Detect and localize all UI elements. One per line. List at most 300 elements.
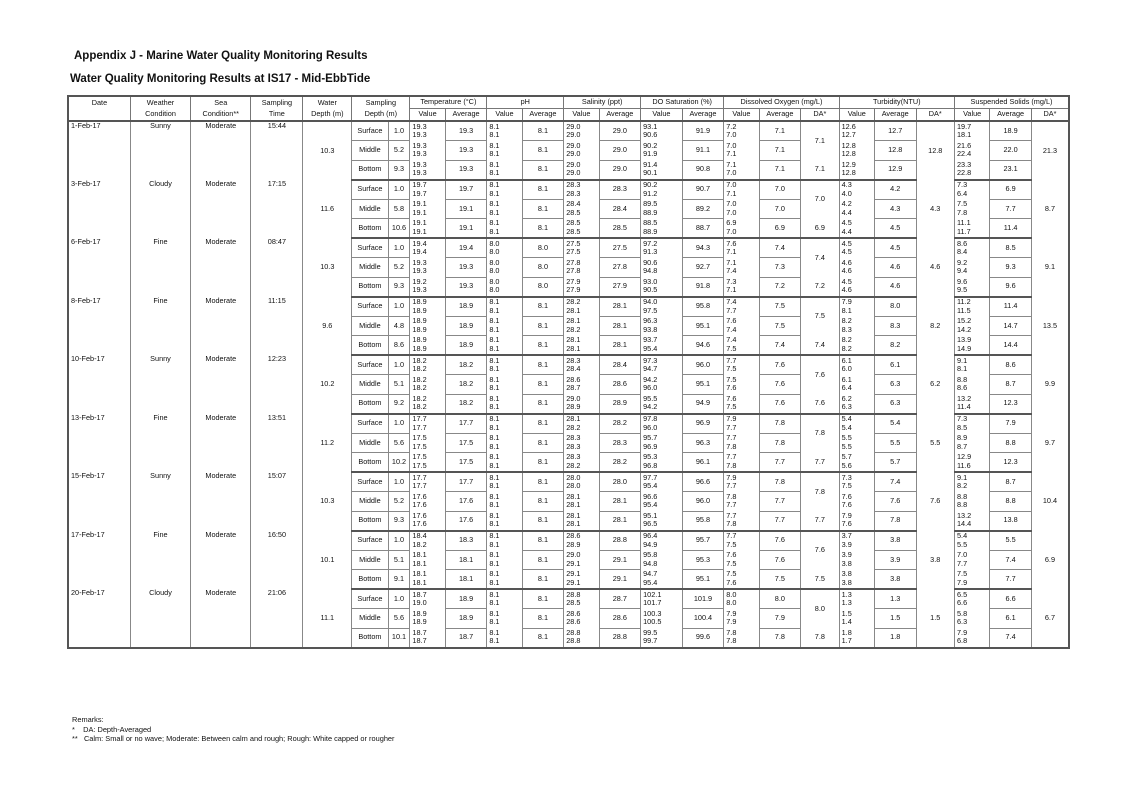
cell-temp-values-a: 19.3 xyxy=(412,160,427,169)
cell-ss-average: 8.5 xyxy=(990,238,1032,258)
cell-do-average: 7.0 xyxy=(759,180,801,200)
cell-sampling-depth: 9.2 xyxy=(388,394,410,414)
cell-ss-values-a: 12.9 xyxy=(956,452,972,462)
cell-dosat-values-a: 97.7 xyxy=(643,472,658,482)
cell-sampling-depth: 1.0 xyxy=(388,180,410,200)
col-turb-value: Value xyxy=(839,109,874,122)
cell-turbidity-da: 7.6 xyxy=(916,472,954,531)
cell-ss-average: 8.8 xyxy=(990,492,1032,512)
cell-dosat-average: 94.9 xyxy=(682,394,724,414)
cell-ss-values-a: 21.6 xyxy=(956,140,972,150)
cell-dosat-values-b: 90.5 xyxy=(643,285,658,295)
cell-turbidity-values xyxy=(839,258,874,278)
cell-temp-values xyxy=(410,511,445,531)
cell-salinity-average: 28.1 xyxy=(599,492,641,512)
cell-ss-values-a: 23.3 xyxy=(956,160,972,169)
cell-do-values-b: 7.8 xyxy=(726,636,737,646)
cell-ph-average: 8.0 xyxy=(522,238,564,258)
cell-sampling-depth: 1.0 xyxy=(388,472,410,492)
cell-ph-values-a: 8.1 xyxy=(489,199,500,209)
cell-ss-average: 13.8 xyxy=(990,511,1032,531)
cell-ss-da: 9.9 xyxy=(1031,355,1069,414)
cell-dosat-values xyxy=(641,160,683,180)
cell-turbidity-values xyxy=(839,472,874,492)
cell-do-average: 7.8 xyxy=(759,628,801,648)
cell-ph-values xyxy=(487,219,522,239)
cell-ph-values xyxy=(487,141,522,161)
cell-salinity-average: 28.2 xyxy=(599,453,641,473)
cell-ss-values-b: 7.9 xyxy=(956,577,968,587)
cell-ph-values xyxy=(487,297,522,317)
cell-ss-values-a: 7.0 xyxy=(956,550,968,560)
cell-ph-average: 8.1 xyxy=(522,355,564,375)
cell-ph-values-b: 8.1 xyxy=(489,149,500,159)
cell-salinity-values-b: 28.3 xyxy=(566,188,581,198)
cell-salinity-values xyxy=(564,199,599,219)
cell-dosat-values xyxy=(641,277,683,297)
cell-dosat-values-a: 96.6 xyxy=(643,491,658,501)
cell-position: Bottom xyxy=(352,511,388,531)
cell-salinity-values-a: 28.6 xyxy=(566,374,581,384)
cell-turbidity-values-b: 6.0 xyxy=(841,364,852,374)
cell-sampling-depth: 5.1 xyxy=(388,550,410,570)
cell-temp-average: 18.2 xyxy=(445,394,487,414)
cell-temp-values xyxy=(410,394,445,414)
table-row xyxy=(68,180,1069,200)
remark-da xyxy=(72,725,395,735)
col-temp-value: Value xyxy=(410,109,445,122)
cell-temp-values-a: 18.9 xyxy=(412,335,427,345)
col-dosat-value: Value xyxy=(641,109,683,122)
cell-ss-values xyxy=(954,511,989,531)
cell-sampling-depth: 5.1 xyxy=(388,375,410,395)
cell-dosat-values-a: 90.2 xyxy=(643,180,658,190)
cell-ss-average: 7.9 xyxy=(990,414,1032,434)
cell-temp-values xyxy=(410,258,445,278)
cell-temp-values-a: 19.1 xyxy=(412,218,427,228)
cell-dosat-values-b: 88.9 xyxy=(643,226,658,236)
cell-turbidity-average: 1.3 xyxy=(874,589,916,609)
cell-turbidity-values-a: 4.5 xyxy=(841,277,852,286)
cell-salinity-values-a: 29.0 xyxy=(566,140,581,150)
cell-turbidity-values-b: 8.3 xyxy=(841,324,852,334)
cell-do-average: 7.8 xyxy=(759,414,801,434)
cell-ss-values-b: 8.7 xyxy=(956,441,968,451)
cell-position: Bottom xyxy=(352,628,388,648)
cell-salinity-values-a: 28.3 xyxy=(566,355,581,365)
cell-do-average: 7.7 xyxy=(759,453,801,473)
cell-turbidity-values-b: 7.6 xyxy=(841,519,852,529)
cell-ss-values-b: 22.8 xyxy=(956,168,972,178)
cell-turbidity-values-b: 12.8 xyxy=(841,168,856,178)
cell-ph-values-a: 8.1 xyxy=(489,374,500,384)
cell-salinity-average: 27.5 xyxy=(599,238,641,258)
table-row xyxy=(68,531,1069,551)
cell-sampling-time: 13:51 xyxy=(251,414,303,473)
cell-turbidity-values xyxy=(839,375,874,395)
cell-salinity-values xyxy=(564,297,599,317)
table-row xyxy=(68,238,1069,258)
cell-position: Bottom xyxy=(352,219,388,239)
cell-turbidity-values-a: 8.2 xyxy=(841,335,852,345)
cell-turbidity-average: 5.5 xyxy=(874,433,916,453)
cell-sampling-depth: 5.6 xyxy=(388,433,410,453)
cell-turbidity-average: 12.9 xyxy=(874,160,916,180)
cell-temp-values-a: 19.7 xyxy=(412,180,427,190)
cell-dosat-average: 90.8 xyxy=(682,160,724,180)
cell-turbidity-average: 12.7 xyxy=(874,121,916,141)
cell-do-values-b: 8.0 xyxy=(726,598,737,608)
cell-do-values-a: 7.6 xyxy=(726,550,737,560)
cell-temp-values xyxy=(410,375,445,395)
cell-salinity-values-a: 28.3 xyxy=(566,433,581,443)
cell-do-values-b: 7.5 xyxy=(726,364,737,374)
cell-ph-values-b: 8.1 xyxy=(489,500,500,510)
cell-dosat-values-b: 97.5 xyxy=(643,305,658,315)
cell-do-average: 7.6 xyxy=(759,355,801,375)
cell-do-values-a: 7.6 xyxy=(726,394,737,403)
cell-do-values-b: 7.4 xyxy=(726,266,737,276)
cell-salinity-values-b: 28.1 xyxy=(566,343,581,353)
cell-temp-values-a: 17.5 xyxy=(412,452,427,462)
cell-salinity-average: 28.7 xyxy=(599,589,641,609)
cell-position: Bottom xyxy=(352,160,388,180)
cell-temp-values-b: 18.1 xyxy=(412,577,427,587)
cell-turbidity-average: 8.0 xyxy=(874,297,916,317)
cell-ss-values-b: 11.6 xyxy=(956,460,971,470)
cell-sampling-depth: 4.8 xyxy=(388,316,410,336)
cell-do-da: 7.7 xyxy=(801,453,839,473)
cell-sea-condition: Moderate xyxy=(191,531,251,590)
cell-ph-values-b: 8.1 xyxy=(489,130,500,140)
cell-do-average: 7.2 xyxy=(759,277,801,297)
cell-salinity-values-b: 29.1 xyxy=(566,558,581,568)
cell-dosat-values-a: 88.5 xyxy=(643,218,658,228)
cell-sampling-depth: 9.1 xyxy=(388,570,410,590)
cell-ph-average: 8.1 xyxy=(522,589,564,609)
cell-dosat-values-a: 102.1 xyxy=(643,589,662,599)
cell-salinity-average: 29.1 xyxy=(599,570,641,590)
cell-water-depth: 9.6 xyxy=(303,297,352,356)
cell-sampling-depth: 1.0 xyxy=(388,355,410,375)
cell-ss-values xyxy=(954,355,989,375)
cell-turbidity-values-b: 8.1 xyxy=(841,305,852,315)
cell-ss-values-b: 7.8 xyxy=(956,207,968,217)
remarks-title: Remarks: xyxy=(72,715,104,724)
cell-ss-average: 7.4 xyxy=(990,628,1032,648)
cell-water-depth: 10.3 xyxy=(303,472,352,531)
cell-turbidity-average: 7.6 xyxy=(874,492,916,512)
cell-ss-average: 8.7 xyxy=(990,375,1032,395)
cell-salinity-values-b: 29.1 xyxy=(566,577,581,587)
col-do-saturation: DO Saturation (%) xyxy=(641,96,724,109)
cell-do-values-b: 7.8 xyxy=(726,460,737,470)
cell-turbidity-values-b: 7.5 xyxy=(841,481,852,491)
cell-temp-values-a: 19.3 xyxy=(412,121,427,131)
cell-dosat-values-a: 99.5 xyxy=(643,628,658,637)
cell-dosat-values xyxy=(641,414,683,434)
cell-ss-values-b: 8.4 xyxy=(956,247,968,257)
cell-do-values-a: 8.0 xyxy=(726,589,737,599)
cell-ph-values-a: 8.1 xyxy=(489,589,500,599)
cell-do-values-a: 7.5 xyxy=(726,569,737,579)
cell-ss-values xyxy=(954,531,989,551)
cell-salinity-values-b: 28.3 xyxy=(566,441,581,451)
remark-sea-mark: ** xyxy=(72,734,78,743)
cell-ss-values-b: 6.4 xyxy=(956,188,968,198)
cell-salinity-values xyxy=(564,219,599,239)
cell-salinity-values-a: 29.1 xyxy=(566,569,581,579)
cell-dosat-values-a: 91.4 xyxy=(643,160,658,169)
cell-dosat-values-b: 94.2 xyxy=(643,402,658,412)
cell-salinity-values-b: 28.5 xyxy=(566,226,581,236)
cell-temp-values-a: 18.2 xyxy=(412,355,427,365)
col-sea-sub: Condition** xyxy=(191,109,251,122)
cell-dosat-values xyxy=(641,589,683,609)
cell-dosat-values xyxy=(641,219,683,239)
cell-temp-values xyxy=(410,414,445,434)
col-suspended-solids: Suspended Solids (mg/L) xyxy=(954,96,1069,109)
remark-da-mark: * xyxy=(72,724,75,734)
cell-turbidity-values-a: 3.9 xyxy=(841,550,852,560)
cell-ss-average: 12.3 xyxy=(990,453,1032,473)
cell-salinity-average: 28.4 xyxy=(599,355,641,375)
cell-temp-values xyxy=(410,589,445,609)
cell-turbidity-values-b: 5.5 xyxy=(841,441,852,451)
cell-sampling-depth: 1.0 xyxy=(388,414,410,434)
cell-ph-values xyxy=(487,511,522,531)
cell-temp-average: 17.7 xyxy=(445,414,487,434)
cell-ss-values-a: 9.1 xyxy=(956,472,968,482)
cell-do-values-a: 7.1 xyxy=(726,160,737,169)
cell-dosat-values-b: 90.6 xyxy=(643,130,658,140)
cell-sea-condition: Moderate xyxy=(191,589,251,648)
cell-weather: Fine xyxy=(130,238,190,297)
cell-ss-values-b: 9.4 xyxy=(956,266,968,276)
cell-dosat-values-a: 90.6 xyxy=(643,257,658,267)
cell-ss-values-a: 11.1 xyxy=(956,218,971,228)
cell-dosat-values-b: 95.4 xyxy=(643,500,658,510)
cell-temp-values-b: 19.3 xyxy=(412,149,427,159)
cell-turbidity-values-b: 7.6 xyxy=(841,500,852,510)
cell-position: Surface xyxy=(352,414,388,434)
cell-ss-values-a: 11.2 xyxy=(956,297,971,307)
cell-dosat-values xyxy=(641,453,683,473)
cell-ss-values-a: 6.5 xyxy=(956,589,968,599)
cell-temp-average: 18.7 xyxy=(445,628,487,648)
cell-ph-average: 8.1 xyxy=(522,394,564,414)
cell-ss-average: 14.7 xyxy=(990,316,1032,336)
cell-turbidity-values xyxy=(839,316,874,336)
cell-do-values-b: 7.1 xyxy=(726,188,737,198)
cell-dosat-values xyxy=(641,609,683,629)
remarks xyxy=(72,715,395,744)
cell-salinity-average: 27.9 xyxy=(599,277,641,297)
cell-temp-values-a: 19.2 xyxy=(412,277,427,286)
cell-salinity-values-b: 28.2 xyxy=(566,460,581,470)
col-turbidity: Turbidity(NTU) xyxy=(839,96,954,109)
cell-turbidity-average: 7.4 xyxy=(874,472,916,492)
cell-ph-average: 8.1 xyxy=(522,531,564,551)
cell-ph-values xyxy=(487,550,522,570)
cell-salinity-values xyxy=(564,277,599,297)
cell-ss-values xyxy=(954,219,989,239)
cell-dosat-values-a: 96.4 xyxy=(643,531,658,541)
cell-water-depth: 11.2 xyxy=(303,414,352,473)
cell-ph-values-a: 8.1 xyxy=(489,608,500,618)
cell-salinity-values xyxy=(564,628,599,648)
cell-ss-values xyxy=(954,316,989,336)
cell-date: 8-Feb-17 xyxy=(68,297,130,356)
cell-ph-values xyxy=(487,160,522,180)
cell-salinity-values-a: 29.0 xyxy=(566,394,581,403)
cell-ph-values xyxy=(487,277,522,297)
col-date: Date xyxy=(68,96,130,109)
cell-dosat-average: 95.8 xyxy=(682,511,724,531)
cell-date: 3-Feb-17 xyxy=(68,180,130,239)
cell-ph-values-b: 8.1 xyxy=(489,617,500,627)
cell-ph-values-b: 8.1 xyxy=(489,305,500,315)
cell-do-values xyxy=(724,336,759,356)
cell-do-values-a: 7.1 xyxy=(726,257,737,267)
col-sal-value: Value xyxy=(564,109,599,122)
cell-turbidity-average: 7.8 xyxy=(874,511,916,531)
cell-ss-values xyxy=(954,394,989,414)
cell-dosat-values xyxy=(641,258,683,278)
cell-salinity-average: 28.3 xyxy=(599,433,641,453)
cell-turbidity-values xyxy=(839,199,874,219)
cell-temp-average: 19.4 xyxy=(445,238,487,258)
cell-temp-values xyxy=(410,160,445,180)
cell-ss-values-a: 8.6 xyxy=(956,238,968,248)
cell-turbidity-da: 8.2 xyxy=(916,297,954,356)
cell-do-average: 7.8 xyxy=(759,472,801,492)
cell-turbidity-values-b: 5.6 xyxy=(841,460,852,470)
cell-ss-values xyxy=(954,336,989,356)
cell-salinity-average: 28.6 xyxy=(599,375,641,395)
cell-temp-values-a: 18.2 xyxy=(412,374,427,384)
cell-salinity-values-a: 28.1 xyxy=(566,511,581,520)
cell-temp-average: 17.6 xyxy=(445,492,487,512)
cell-turbidity-values-a: 6.1 xyxy=(841,374,852,384)
cell-dosat-values-a: 95.3 xyxy=(643,452,658,462)
cell-ph-values xyxy=(487,238,522,258)
cell-salinity-values-a: 28.3 xyxy=(566,180,581,190)
cell-ph-values-b: 8.1 xyxy=(489,324,500,334)
col-date-sub xyxy=(68,109,130,122)
cell-salinity-values-a: 28.5 xyxy=(566,218,581,228)
cell-ss-values xyxy=(954,492,989,512)
cell-ph-values-b: 8.1 xyxy=(489,558,500,568)
cell-sampling-depth: 9.3 xyxy=(388,160,410,180)
cell-ph-values xyxy=(487,394,522,414)
cell-ph-values-a: 8.1 xyxy=(489,140,500,150)
cell-do-values-b: 7.9 xyxy=(726,617,737,627)
table-row xyxy=(68,589,1069,609)
cell-dosat-values-b: 96.0 xyxy=(643,422,658,432)
cell-temp-values-a: 17.6 xyxy=(412,491,427,501)
cell-ph-values xyxy=(487,121,522,141)
cell-sea-condition: Moderate xyxy=(191,472,251,531)
table-row xyxy=(68,297,1069,317)
cell-ss-average: 7.7 xyxy=(990,199,1032,219)
cell-ss-values-a: 8.8 xyxy=(956,491,968,501)
cell-ph-values xyxy=(487,199,522,219)
cell-dosat-values xyxy=(641,492,683,512)
cell-temp-average: 18.2 xyxy=(445,375,487,395)
cell-dosat-values-b: 99.7 xyxy=(643,636,658,646)
cell-turbidity-values xyxy=(839,219,874,239)
cell-ss-average: 18.9 xyxy=(990,121,1032,141)
cell-ph-values-a: 8.1 xyxy=(489,394,500,403)
cell-weather: Cloudy xyxy=(130,589,190,648)
cell-turbidity-values xyxy=(839,433,874,453)
cell-salinity-values xyxy=(564,414,599,434)
cell-do-da: 7.7 xyxy=(801,511,839,531)
cell-dosat-values xyxy=(641,570,683,590)
cell-sampling-depth: 5.2 xyxy=(388,492,410,512)
cell-salinity-values-b: 28.5 xyxy=(566,207,581,217)
cell-do-average: 7.6 xyxy=(759,531,801,551)
cell-turbidity-values xyxy=(839,511,874,531)
cell-ss-average: 8.6 xyxy=(990,355,1032,375)
cell-temp-values-b: 17.6 xyxy=(412,519,427,529)
cell-ph-values-b: 8.1 xyxy=(489,402,500,412)
col-sampling-time: Sampling xyxy=(251,96,303,109)
cell-dosat-average: 95.7 xyxy=(682,531,724,551)
cell-date: 1-Feb-17 xyxy=(68,121,130,180)
cell-water-depth: 11.1 xyxy=(303,589,352,648)
cell-do-values xyxy=(724,141,759,161)
cell-ss-values-b: 11.7 xyxy=(956,226,971,236)
cell-sampling-depth: 5.8 xyxy=(388,199,410,219)
cell-turbidity-average: 8.3 xyxy=(874,316,916,336)
cell-turbidity-values-b: 4.4 xyxy=(841,207,852,217)
cell-do-average: 7.6 xyxy=(759,375,801,395)
cell-turbidity-values-a: 1.5 xyxy=(841,608,852,618)
cell-salinity-values-b: 29.0 xyxy=(566,149,581,159)
cell-dosat-values-b: 96.5 xyxy=(643,519,658,529)
cell-do-da: 7.5 xyxy=(801,570,839,590)
cell-turbidity-values-a: 12.9 xyxy=(841,160,856,169)
cell-salinity-average: 28.0 xyxy=(599,472,641,492)
cell-do-values-a: 7.4 xyxy=(726,297,737,307)
cell-temp-values xyxy=(410,238,445,258)
cell-turbidity-values-b: 12.8 xyxy=(841,149,856,159)
cell-salinity-values-a: 28.8 xyxy=(566,628,581,637)
col-do-value: Value xyxy=(724,109,759,122)
cell-weather: Sunny xyxy=(130,355,190,414)
cell-dosat-values-a: 95.1 xyxy=(643,511,658,520)
cell-ss-values-b: 14.9 xyxy=(956,343,972,353)
cell-temp-values-b: 18.9 xyxy=(412,305,427,315)
cell-temp-values-b: 18.1 xyxy=(412,558,427,568)
col-sampling-depth-sub: Depth (m) xyxy=(352,109,410,122)
cell-dosat-values xyxy=(641,141,683,161)
cell-temp-average: 19.3 xyxy=(445,277,487,297)
cell-ss-values-a: 5.8 xyxy=(956,608,968,618)
cell-do-values-b: 7.0 xyxy=(726,207,737,217)
cell-ph-average: 8.1 xyxy=(522,141,564,161)
cell-temp-average: 19.3 xyxy=(445,121,487,141)
cell-salinity-values-a: 28.0 xyxy=(566,472,581,482)
cell-position: Middle xyxy=(352,141,388,161)
cell-do-values xyxy=(724,316,759,336)
cell-turbidity-values xyxy=(839,531,874,551)
cell-temp-values-a: 19.4 xyxy=(412,238,427,248)
cell-position: Middle xyxy=(352,375,388,395)
cell-salinity-average: 28.5 xyxy=(599,219,641,239)
